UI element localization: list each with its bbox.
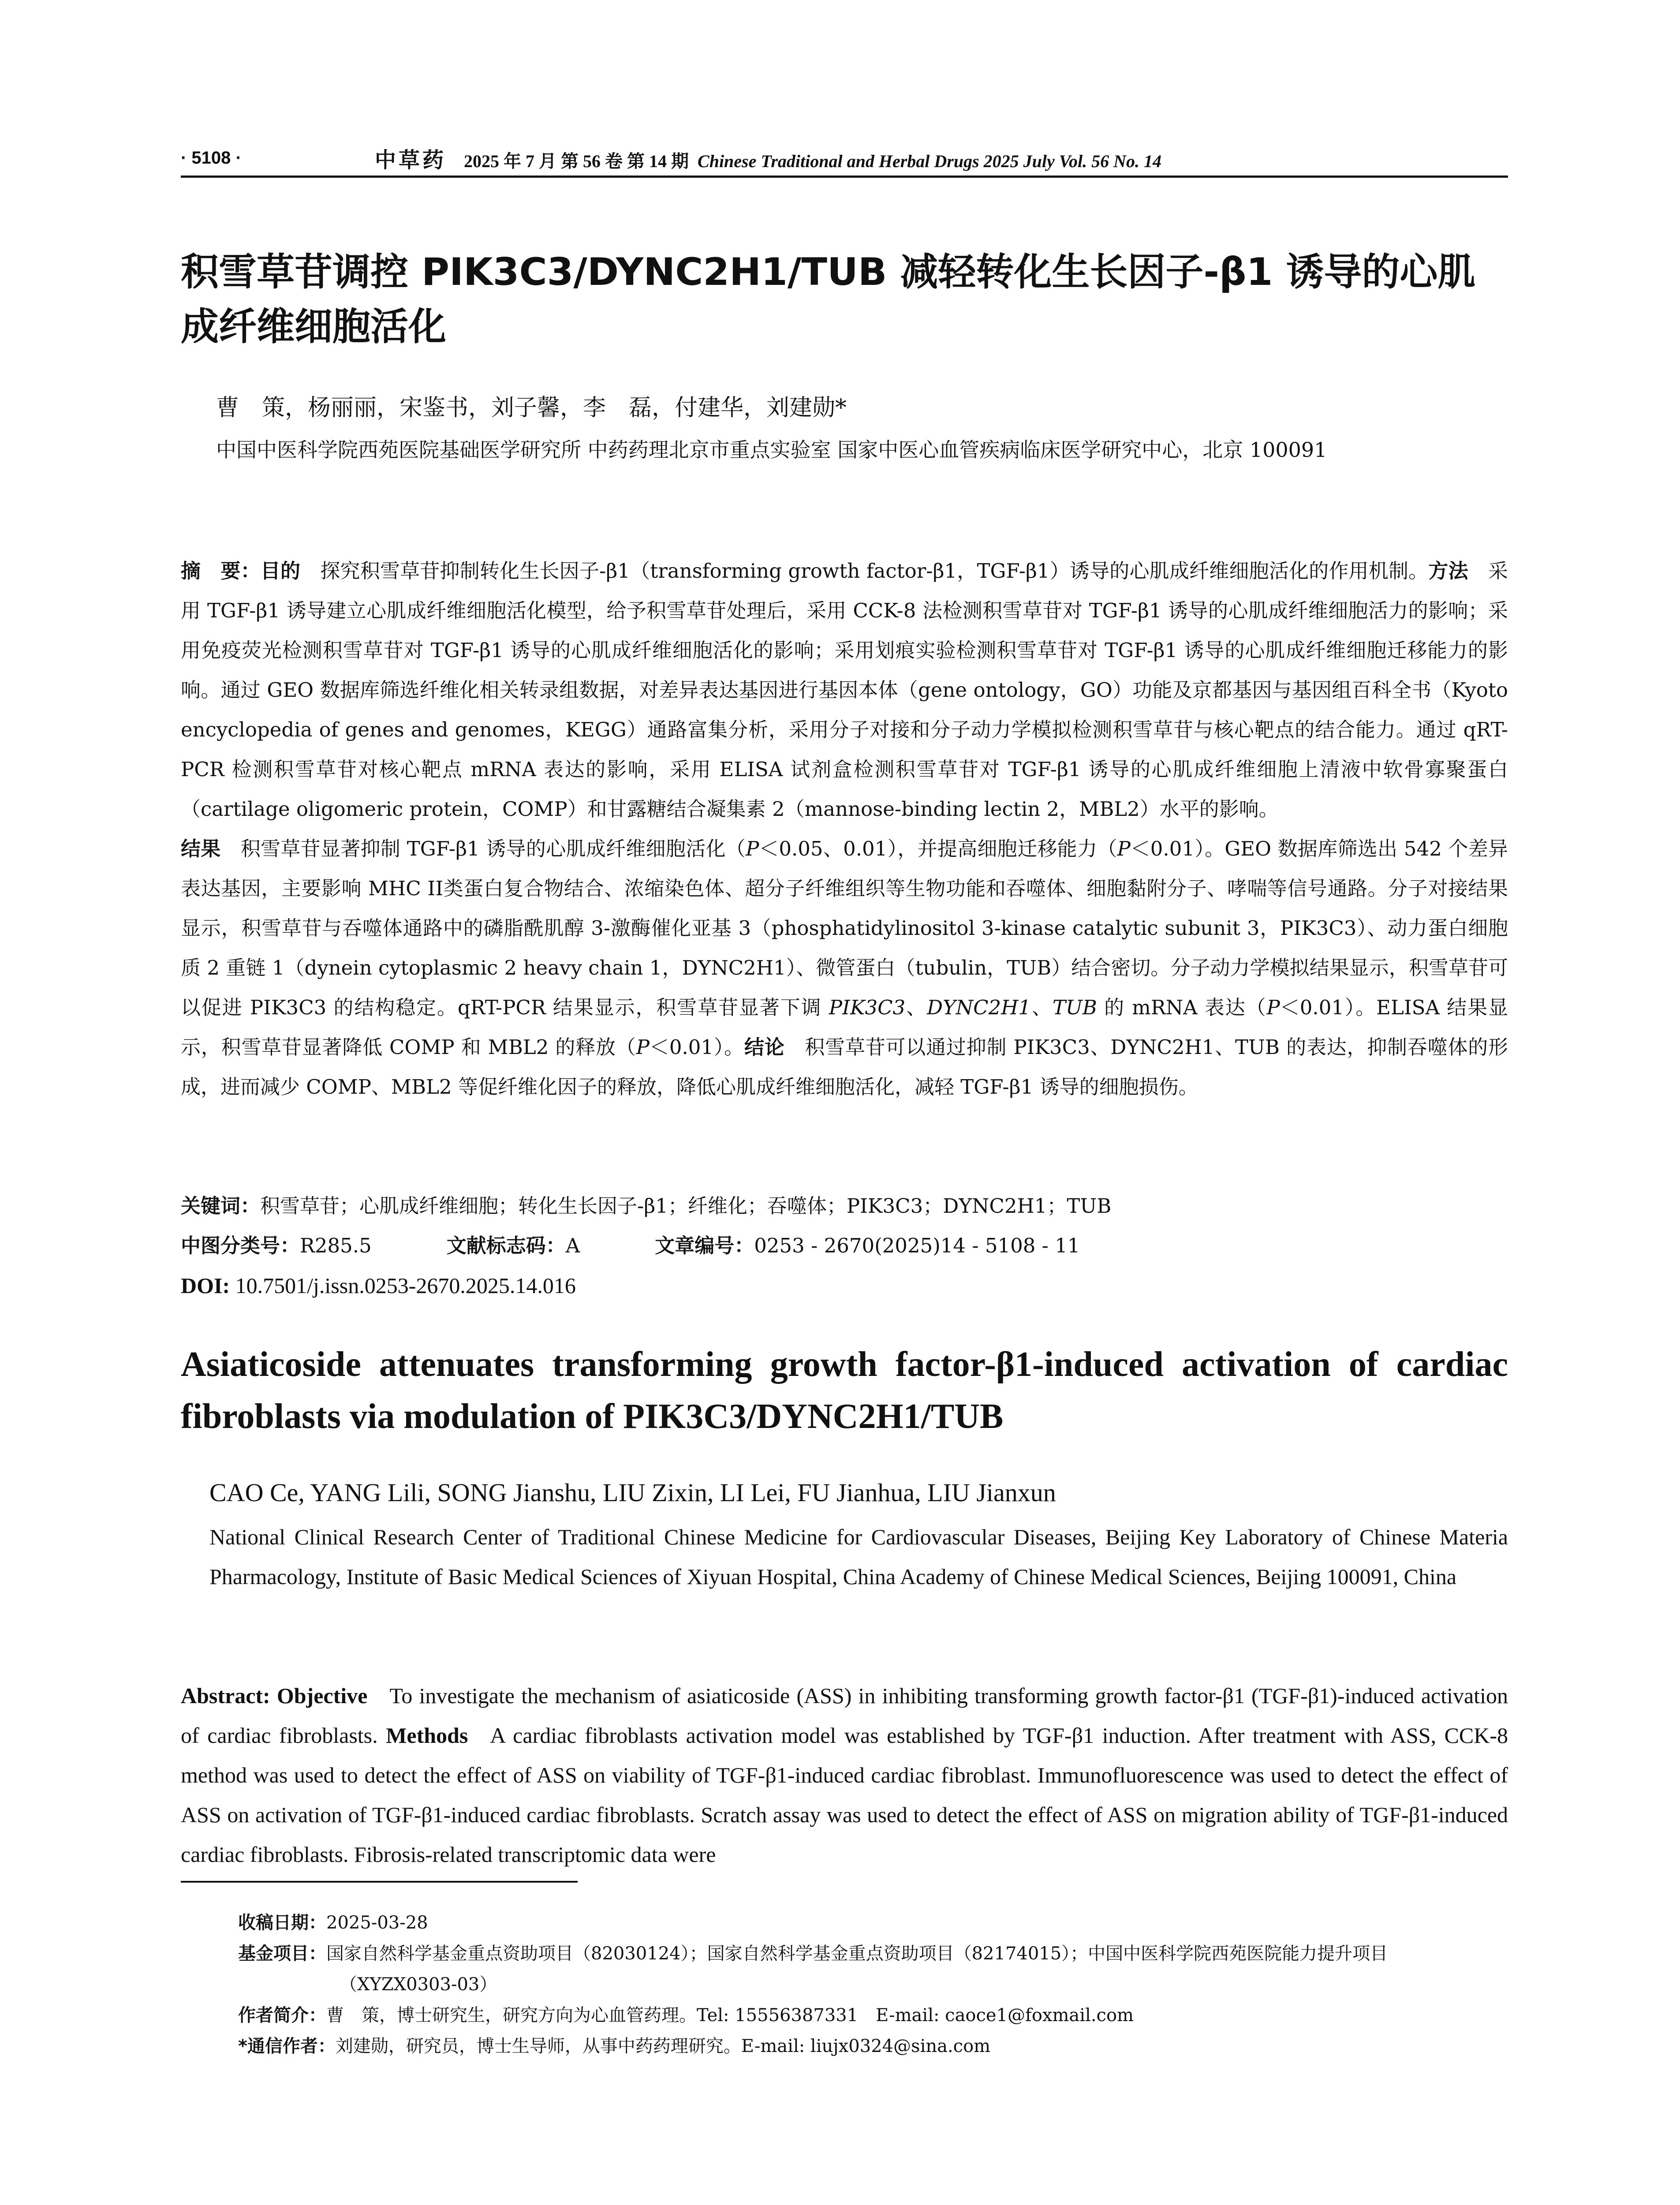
footnote-author [238,2000,1508,2031]
results-label-cn: 结果 [181,837,221,860]
objective-text-cn: 探究积雪草苷抑制转化生长因子-β1（transforming growth factor-β1，TGF-β1）诱导的心肌成纤维细胞活化的作用机制。 [320,559,1429,583]
doi-label: DOI: [181,1273,230,1298]
corresponding-text: 刘建勋，研究员，博士生导师，从事中药药理研究。E-mail: liujx0324@sina.com [335,2036,991,2056]
methods-text-cn: 采用 TGF-β1 诱导建立心肌成纤维细胞活化模型，给予积雪草苷处理后，采用 CCK-8 法检测积雪草苷对 TGF-β1 诱导的心肌成纤维细胞活力的影响；采用免疫荧光检测积雪草苷对 TGF-β1 诱导的心肌成纤维细胞活化的影响；采用划痕实验检测积雪草苷对 TGF-β1 诱导的心肌成纤维细胞迁移能力的影响。通过 GEO 数据库筛选纤维化相关转录组数据，对差异表达基因进行基因本体（gene ontology，GO）功能及京都基因与基因组百科全书（Kyoto encyclopedia of genes and genomes，KEGG）通路富集分析，采用分子对接和分子动力学模拟检测积雪草苷与核心靶点的结合能力。通过 qRT-PCR 检测积雪草苷对核心靶点 mRNA 表达的影响，采用 ELISA 试剂盒检测积雪草苷对 TGF-β1 诱导的心肌成纤维细胞上清液中软骨寡聚蛋白（cartilage oligomeric protein，COMP）和甘露糖结合凝集素 2（mannose-binding lectin 2，MBL2）水平的影响。 [181,559,1508,821]
objective-text-en: To investigate the mechanism of asiaticoside (ASS) in inhibiting transforming growth factor-β1 (TGF-β1)-induced activation of cardiac fibroblasts. [181,1683,1508,1748]
journal-citation [269,143,1508,173]
methods-label-cn: 方法 [1428,559,1468,583]
article-number-label: 文章编号： [655,1234,754,1257]
footnote-divider [181,1881,578,1883]
corresponding-label: *通信作者： [238,2036,336,2056]
footnote-corresponding [238,2031,1508,2062]
keywords-label: 关键词： [181,1194,261,1218]
doc-code: A [565,1234,580,1257]
p-value-3: P [1266,996,1280,1019]
p-value-2: P [1117,837,1131,860]
objective-label-cn: 目的 [260,559,301,583]
affiliation-cn: 中国中医科学院西苑医院基础医学研究所 中药药理北京市重点实验室 国家中医心血管疾病临床医学研究中心，北京 100091 [216,438,1327,462]
methods-label-en: Methods [386,1723,468,1748]
abstract-en [181,1676,1508,1874]
fund-text: 国家自然科学基金重点资助项目（82030124）；国家自然科学基金重点资助项目（82174015）；中国中医科学院西苑医院能力提升项目 [326,1943,1388,1964]
doc-code-label: 文献标志码： [446,1234,566,1257]
doi-line [181,1266,1508,1305]
gene-pik3c3: PIK3C3 [829,996,906,1019]
results-text-cn-3: ＜0.01）。GEO 数据库筛选出 542 个差异表达基因，主要影响 MHC II类蛋白复合物结合、浓缩染色体、超分子纤维组织等生物功能和吞噬体、细胞黏附分子、哮喘等信号通路。分子对接结果显示，积雪草苷与吞噬体通路中的磷脂酰肌醇 3-激酶催化亚基 3（phosphatidylinositol 3-kinase catalytic subunit 3，PIK3C3）、动力蛋白细胞质 2 重链 1（dynein cytoplasmic 2 heavy chain 1，DYNC2H1）、微管蛋白（tubulin，TUB）结合密切。分子动力学模拟结果显示，积雪草苷可以促进 PIK3C3 的结构稳定。qRT-PCR 结果显示，积雪草苷显著下调 [181,837,1508,1019]
results-text-cn-4: 的 mRNA 表达（ [1097,996,1267,1019]
fund-label: 基金项目： [238,1943,326,1964]
gene-tub: TUB [1052,996,1097,1019]
conclusion-label-cn: 结论 [744,1035,785,1059]
author-text: 曹 策，博士研究生，研究方向为心血管药理。Tel: 15556387331 E-mail: caoce1@foxmail.com [326,2005,1134,2026]
abstract-label-en: Abstract: [181,1683,270,1708]
results-text-cn-6: ＜0.01）。 [649,1035,744,1059]
received-date: 2025-03-28 [326,1913,428,1933]
results-text-cn-1: 积雪草苷显著抑制 TGF-β1 诱导的心肌成纤维细胞活化（ [240,837,746,860]
authors-en: CAO Ce, YANG Lili, SONG Jianshu, LIU Zixin, LI Lei, FU Jianhua, LIU Jianxun [209,1478,1056,1507]
abstract-cn [181,551,1508,1107]
footnotes [238,1907,1508,2062]
objective-label-en: Objective [276,1683,368,1708]
received-label: 收稿日期： [238,1913,326,1933]
author-label: 作者简介： [238,2005,326,2026]
footnote-received [238,1907,1508,1938]
footnote-fund [238,1938,1508,1969]
authors-cn: 曹 策，杨丽丽，宋鉴书，刘子馨，李 磊，付建华，刘建勋* [216,395,847,421]
journal-issue-cn: 2025 年 7 月 第 56 卷 第 14 期 [464,151,689,171]
p-value-4: P [636,1035,650,1059]
results-text-cn-2: ＜0.05、0.01），并提高细胞迁移能力（ [759,837,1117,860]
p-value-1: P [746,837,759,860]
journal-logo: 中草药 [375,147,447,172]
gene-dync2h1: DYNC2H1 [926,996,1031,1019]
abstract-label-cn: 摘 要： [181,559,261,583]
keywords: 积雪草苷；心肌成纤维细胞；转化生长因子-β1；纤维化；吞噬体；PIK3C3；DYNC2H1；TUB [260,1194,1112,1218]
results-text-cn-5: ＜0.01）。ELISA 结果显示，积雪草苷显著降低 COMP 和 MBL2 的释放（ [181,996,1508,1059]
methods-text-en: A cardiac fibroblasts activation model was established by TGF-β1 induction. After treatment with ASS, CCK-8 method was used to detect the effect of ASS on viability of TGF-β1-induced cardiac fibroblast. Immunofluorescence was used to detect the effect of ASS on activation of TGF-β1-induced cardiac fibroblasts. Scratch assay was used to detect the effect of ASS on migration ability of TGF-β1-induced cardiac fibroblasts. Fibrosis-related transcriptomic data were [181,1723,1508,1867]
article-number: 0253 - 2670(2025)14 - 5108 - 11 [754,1234,1080,1257]
doi-value: 10.7501/j.issn.0253-2670.2025.14.016 [235,1273,576,1298]
classification-line [181,1226,1508,1266]
article-title-en: Asiaticoside attenuates transforming growth factor-β1-induced activation of cardiac fibroblasts via modulation of PIK3C3/DYNC2H1/TUB [181,1345,1508,1436]
affiliation-en: National Clinical Research Center of Traditional Chinese Medicine for Cardiovascular Diseases, Beijing Key Laboratory of Chinese Materia Pharmacology, Institute of Basic Medical Sciences of Xiyuan Hospital, China Academy of Chinese Medical Sciences, Beijing 100091, China [209,1525,1508,1589]
running-header [181,140,1508,178]
conclusion-text-cn: 积雪草苷可以通过抑制 PIK3C3、DYNC2H1、TUB 的表达，抑制吞噬体的形成，进而减少 COMP、MBL2 等促纤维化因子的释放，降低心肌成纤维细胞活化，减轻 TGF-β1 诱导的细胞损伤。 [181,1035,1508,1099]
clc-label: 中图分类号： [181,1234,300,1257]
gene-sep-2: 、 [1031,996,1053,1019]
clc-number: R285.5 [300,1234,372,1257]
footnote-fund-cont: （XYZX0303-03） [340,1974,497,1995]
page-number: · 5108 · [181,148,242,168]
article-title-cn: 积雪草苷调控 PIK3C3/DYNC2H1/TUB 减轻转化生长因子-β1 诱导的心肌成纤维细胞活化 [181,250,1476,349]
gene-sep-1: 、 [905,996,927,1019]
keywords-line [181,1186,1508,1226]
journal-issue-en: Chinese Traditional and Herbal Drugs 2025 July Vol. 56 No. 14 [698,151,1162,171]
